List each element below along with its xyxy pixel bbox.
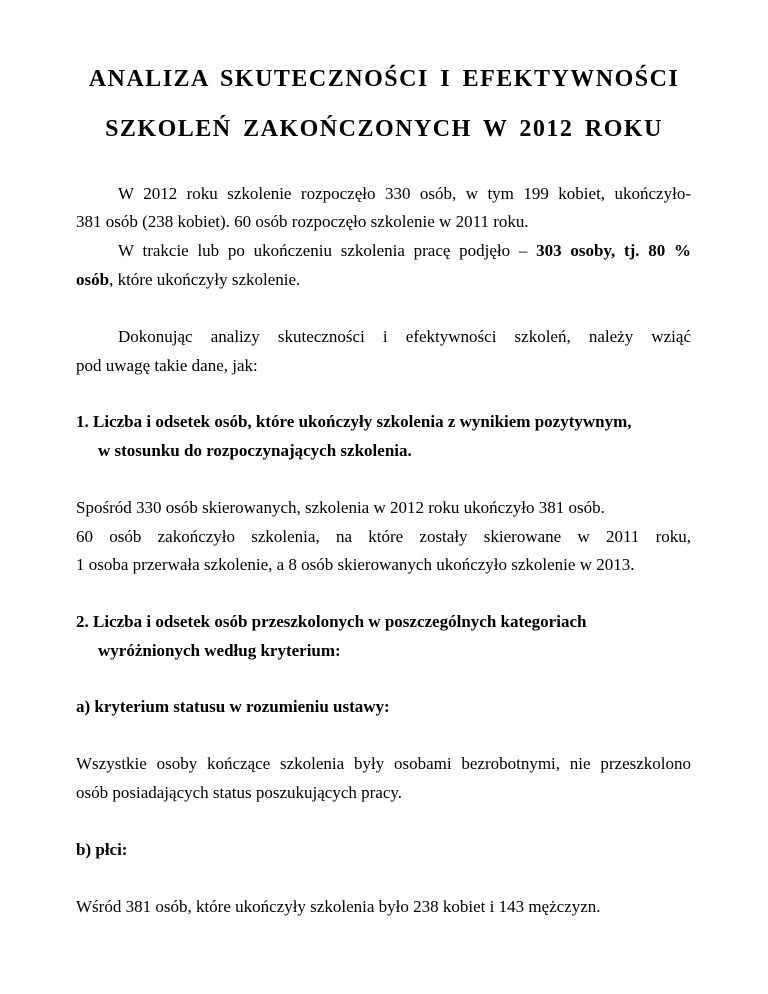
subsection-a-body-line-2: osób posiadających status poszukujących pracy. xyxy=(76,783,403,802)
subsection-a-body-line-1: Wszystkie osoby kończące szkolenia były osobami bezrobotnymi, nie przeszkolono xyxy=(76,754,691,773)
intro-paragraph-2-highlight-end: osób xyxy=(76,270,110,289)
subsection-a-heading: a) kryterium statusu w rozumieniu ustawy: xyxy=(76,697,390,716)
intro-paragraph-1-line-2: 381 osób (238 kobiet). 60 osób rozpoczęło szkolenie w 2011 roku. xyxy=(76,212,529,231)
intro-paragraph-2-line-1 xyxy=(118,241,691,261)
section-1-heading-line-2: w stosunku do rozpoczynających szkolenia. xyxy=(98,441,412,460)
section-1-heading-line-1: 1. Liczba i odsetek osób, które ukończyły szkolenia z wynikiem pozytywnym, xyxy=(76,412,632,431)
intro-paragraph-3-line-1: Dokonując analizy skuteczności i efektywności szkoleń, należy wziąć xyxy=(118,327,691,346)
intro-paragraph-2-text: W trakcie lub po ukończeniu szkolenia pracę podjęło – xyxy=(118,241,528,260)
intro-paragraph-3-line-2: pod uwagę takie dane, jak: xyxy=(76,356,258,375)
section-1-body-line-3: 1 osoba przerwała szkolenie, a 8 osób skierowanych ukończyło szkolenie w 2013. xyxy=(76,555,635,574)
section-2-heading-line-2: wyróżnionych według kryterium: xyxy=(98,641,341,660)
document-title-line-2: SZKOLEŃ ZAKOŃCZONYCH W 2012 ROKU xyxy=(105,116,663,142)
intro-paragraph-2-highlight: 303 osoby, tj. 80 % xyxy=(536,241,691,260)
subsection-b-heading: b) płci: xyxy=(76,840,128,859)
document-title-line-1: ANALIZA SKUTECZNOŚCI I EFEKTYWNOŚCI xyxy=(88,66,680,92)
intro-paragraph-2-text-end: , które ukończyły szkolenie. xyxy=(109,270,301,289)
subsection-b-body-line-1: Wśród 381 osób, które ukończyły szkolenia było 238 kobiet i 143 mężczyzn. xyxy=(76,897,601,916)
intro-paragraph-1-line-1: W 2012 roku szkolenie rozpoczęło 330 osób, w tym 199 kobiet, ukończyło- xyxy=(118,184,691,203)
section-2-heading-line-1: 2. Liczba i odsetek osób przeszkolonych w poszczególnych kategoriach xyxy=(76,612,587,631)
section-1-body-line-2: 60 osób zakończyło szkolenia, na które zostały skierowane w 2011 roku, xyxy=(76,527,691,546)
intro-paragraph-2-line-2 xyxy=(76,270,300,290)
section-1-body-line-1: Spośród 330 osób skierowanych, szkolenia w 2012 roku ukończyło 381 osób. xyxy=(76,498,605,517)
